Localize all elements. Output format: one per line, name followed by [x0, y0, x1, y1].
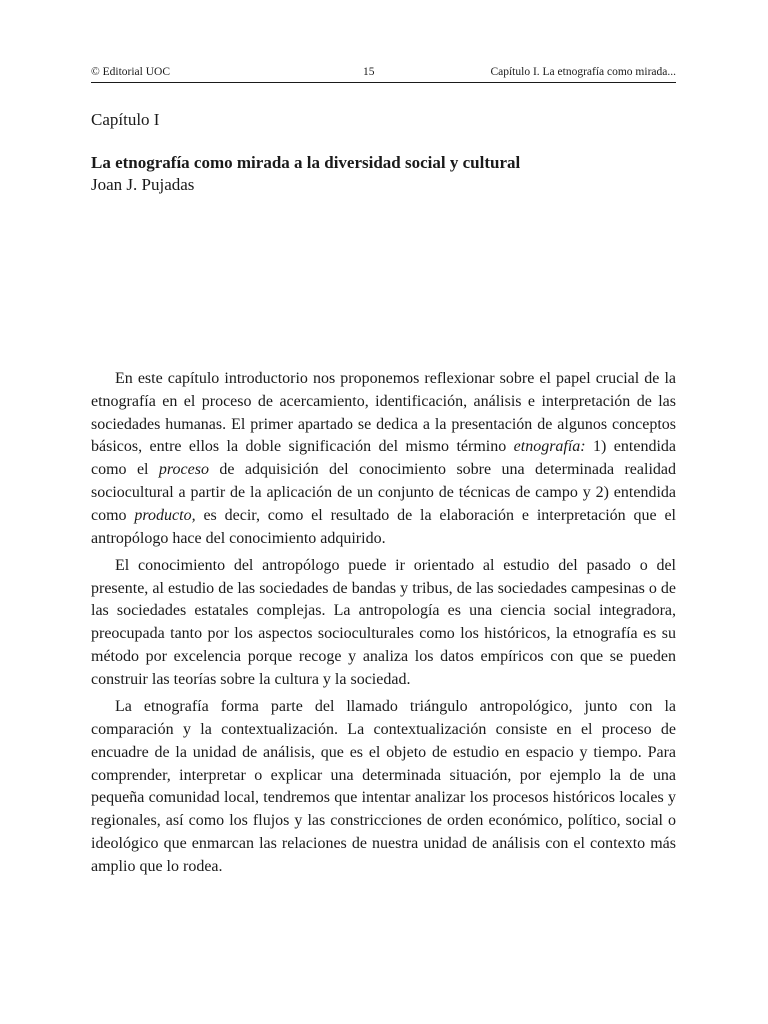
chapter-running-title: Capítulo I. La etnografía como mirada... — [490, 66, 676, 78]
page-number: 15 — [363, 66, 375, 78]
running-header — [91, 64, 676, 80]
term-producto: producto, — [134, 506, 196, 524]
term-proceso: proceso — [158, 461, 209, 479]
paragraph-3: La etnografía forma parte del llamado triángulo antropológico, junto con la comparación y la contextualización. La contextualización consiste en el proceso de encuadre de la unidad de análisis, que es el objeto de estudio en espacio y tiempo. Para comprender, interpretar o explicar una determinada situación, por ejemplo la de una pequeña comunidad local, tendremos que intentar analizar los procesos históricos locales y regionales, así como los flujos y las constricciones de orden económico, político, social o ideológico que enmarcan las relaciones de nuestra unidad de análisis con el contexto más amplio que lo rodea. — [91, 698, 676, 875]
term-etnografia: etnografía: — [513, 438, 586, 456]
chapter-label: Capítulo I — [91, 110, 160, 129]
publisher-credit: © Editorial UOC — [91, 66, 171, 78]
chapter-author: Joan J. Pujadas — [91, 175, 195, 194]
paragraph-1-part-c: de adquisición del conocimiento sobre una determinada realidad sociocultural a partir de la aplicación de un conjunto de técnicas de campo y 2) entendida como — [91, 461, 676, 524]
body-text — [91, 368, 676, 879]
paragraph-1-part-b: 1) entendida como el — [91, 438, 676, 479]
paragraph-2: El conocimiento del antropólogo puede ir orientado al estudio del pasado o del presente, al estudio de las sociedades de bandas y tribus, de las sociedades campesinas o de las sociedades estatales complejas. La antropología es una ciencia social integradora, preocupada tanto por los aspectos socioculturales como los históricos, la etnografía es su método por excelencia porque recoge y analiza los datos empíricos con que se pueden construir las teorías sobre la cultura y la sociedad. — [91, 556, 676, 688]
paragraph-1 — [91, 368, 676, 550]
book-page — [91, 0, 676, 1024]
paragraph-1-part-d: es decir, como el resultado de la elaboración e interpretación que el antropólogo hace del conocimiento adquirido. — [91, 506, 677, 547]
chapter-title: La etnografía como mirada a la diversidad social y cultural — [91, 153, 521, 172]
header-divider — [91, 82, 676, 83]
paragraph-1-part-a: En este capítulo introductorio nos proponemos reflexionar sobre el papel crucial de la etnografía en el proceso de acercamiento, identificación, análisis e interpretación de las sociedades humanas. El primer apartado se dedica a la presentación de algunos conceptos básicos, entre ellos la doble significación del mismo término — [91, 370, 676, 456]
